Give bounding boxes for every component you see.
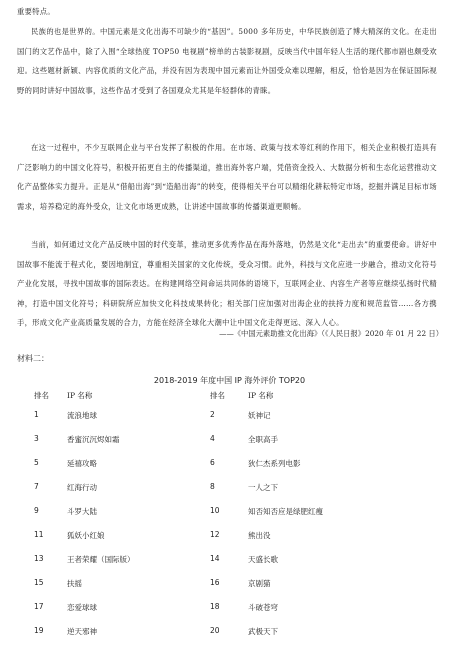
table-row [0,434,459,446]
table-title: 2018-2019 年度中国 IP 海外评价 TOP20 [153,376,306,385]
ip-name-cell: 恋爱球球 [67,603,97,612]
header-rank: 排名 [34,391,49,400]
rank-cell: 7 [34,482,39,491]
source-citation: ——《中国元素助推文化出海》（《人民日报》2020 年 01 月 22 日） [219,329,443,338]
table-row [0,554,459,566]
rank-cell: 17 [34,602,44,611]
header-ip-name: IP 名称 [67,391,93,400]
rank-cell: 10 [210,506,220,515]
rank-cell: 11 [34,530,44,539]
rank-cell: 18 [210,602,220,611]
paragraph-2: 在这一过程中，不少互联网企业与平台发挥了积极的作用。在市场、政策与技术等红利的作用下，相关企业积极打造具有广泛影响力的中国文化符号，积极开拓更自主的传播渠道，推出海外客户端，凭借资金投入、大数据分析和生态化运营推动文化产品整体实力提升。正是从“借船出海”到“造船出海”的转变，使得相关平台可以精细化耕耘特定市场，挖掘并满足目标市场需求，培养稳定的海外受众，让文化市场更成熟，让讲述中国故事的传播渠道更顺畅。 [17,143,437,211]
rank-cell: 16 [210,578,220,587]
header-rank: 排名 [210,391,225,400]
rank-cell: 19 [34,626,44,635]
material-label: 材料二： [17,354,49,363]
ip-name-cell: 延禧攻略 [67,459,97,468]
ip-name-cell: 狄仁杰系列电影 [248,459,301,468]
ip-name-cell: 斗破苍穹 [248,603,278,612]
ip-name-cell: 王者荣耀（国际版） [67,555,135,564]
table-row [0,410,459,422]
rank-cell: 15 [34,578,44,587]
ip-name-cell: 香蜜沉沉烬如霜 [67,435,120,444]
rank-cell: 8 [210,482,215,491]
ip-name-cell: 天盛长歌 [248,555,278,564]
paragraph-3: 当前，如何通过文化产品反映中国的时代变革，推动更多优秀作品在海外落地，仍然是文化“走出去”的重要使命。讲好中国故事不能流于程式化，要因地制宜，尊重相关国家的文化传统，受众习惯。此外，科技与文化应进一步融合，推动文化符号产业化发展，寻找中国故事的国际表达。在构建网络空间命运共同体的语境下，互联网企业、内容生产者等应继续弘扬时代精神，打造中国文化符号；科研院所应加快文化科技成果转化；相关部门应加强对出海企业的扶持力度和规范监管……各方携手，形成文化产业高质量发展的合力，方能在经济全球化大潮中让中国文化走得更远、深入人心。 [17,240,437,327]
table-header [0,390,459,402]
rank-cell: 9 [34,506,39,515]
rank-cell: 4 [210,434,215,443]
ip-name-cell: 狐妖小红娘 [67,531,105,540]
rank-cell: 6 [210,458,215,467]
ip-name-cell: 斗罗大陆 [67,507,97,516]
rank-cell: 14 [210,554,220,563]
table-row [0,506,459,518]
intro-line: 重要特点。 [17,7,55,16]
rank-cell: 1 [34,410,39,419]
table-row [0,602,459,614]
table-row [0,458,459,470]
ip-name-cell: 知否知否应是绿肥红瘦 [248,507,323,516]
ip-name-cell: 扶摇 [67,579,82,588]
table-row [0,578,459,590]
ip-name-cell: 逆天邪神 [67,627,97,636]
ip-name-cell: 熊出没 [248,531,271,540]
table-row [0,626,459,638]
rank-cell: 5 [34,458,39,467]
rank-cell: 12 [210,530,220,539]
ip-name-cell: 全职高手 [248,435,278,444]
ip-name-cell: 红海行动 [67,483,97,492]
ip-name-cell: 妖神记 [248,411,271,420]
rank-cell: 2 [210,410,215,419]
ip-name-cell: 一人之下 [248,483,278,492]
ip-name-cell: 武极天下 [248,627,278,636]
rank-cell: 3 [34,434,39,443]
ip-name-cell: 流浪地球 [67,411,97,420]
rank-cell: 13 [34,554,44,563]
table-row [0,530,459,542]
paragraph-1: 民族的也是世界的。中国元素是文化出海不可缺少的“基因”。5000 多年历史，中华民族创造了博大精深的文化。在走出国门的文艺作品中，除了入围“全球热度 TOP50 电视剧”榜单的古装影视剧，反映当代中国年轻人生活的现代都市剧也颇受欢迎。这些题材新颖、内容优质的文化产品，并没有因为表现中国元素而让外国受众难以理解，相反，恰恰是因为在保证国际视野的同时讲好中国故事，这些作品才受到了各国观众尤其是年轻群体的青睐。 [17,27,437,95]
header-ip-name: IP 名称 [248,391,274,400]
table-row [0,482,459,494]
ip-name-cell: 京剧猫 [248,579,271,588]
rank-cell: 20 [210,626,220,635]
